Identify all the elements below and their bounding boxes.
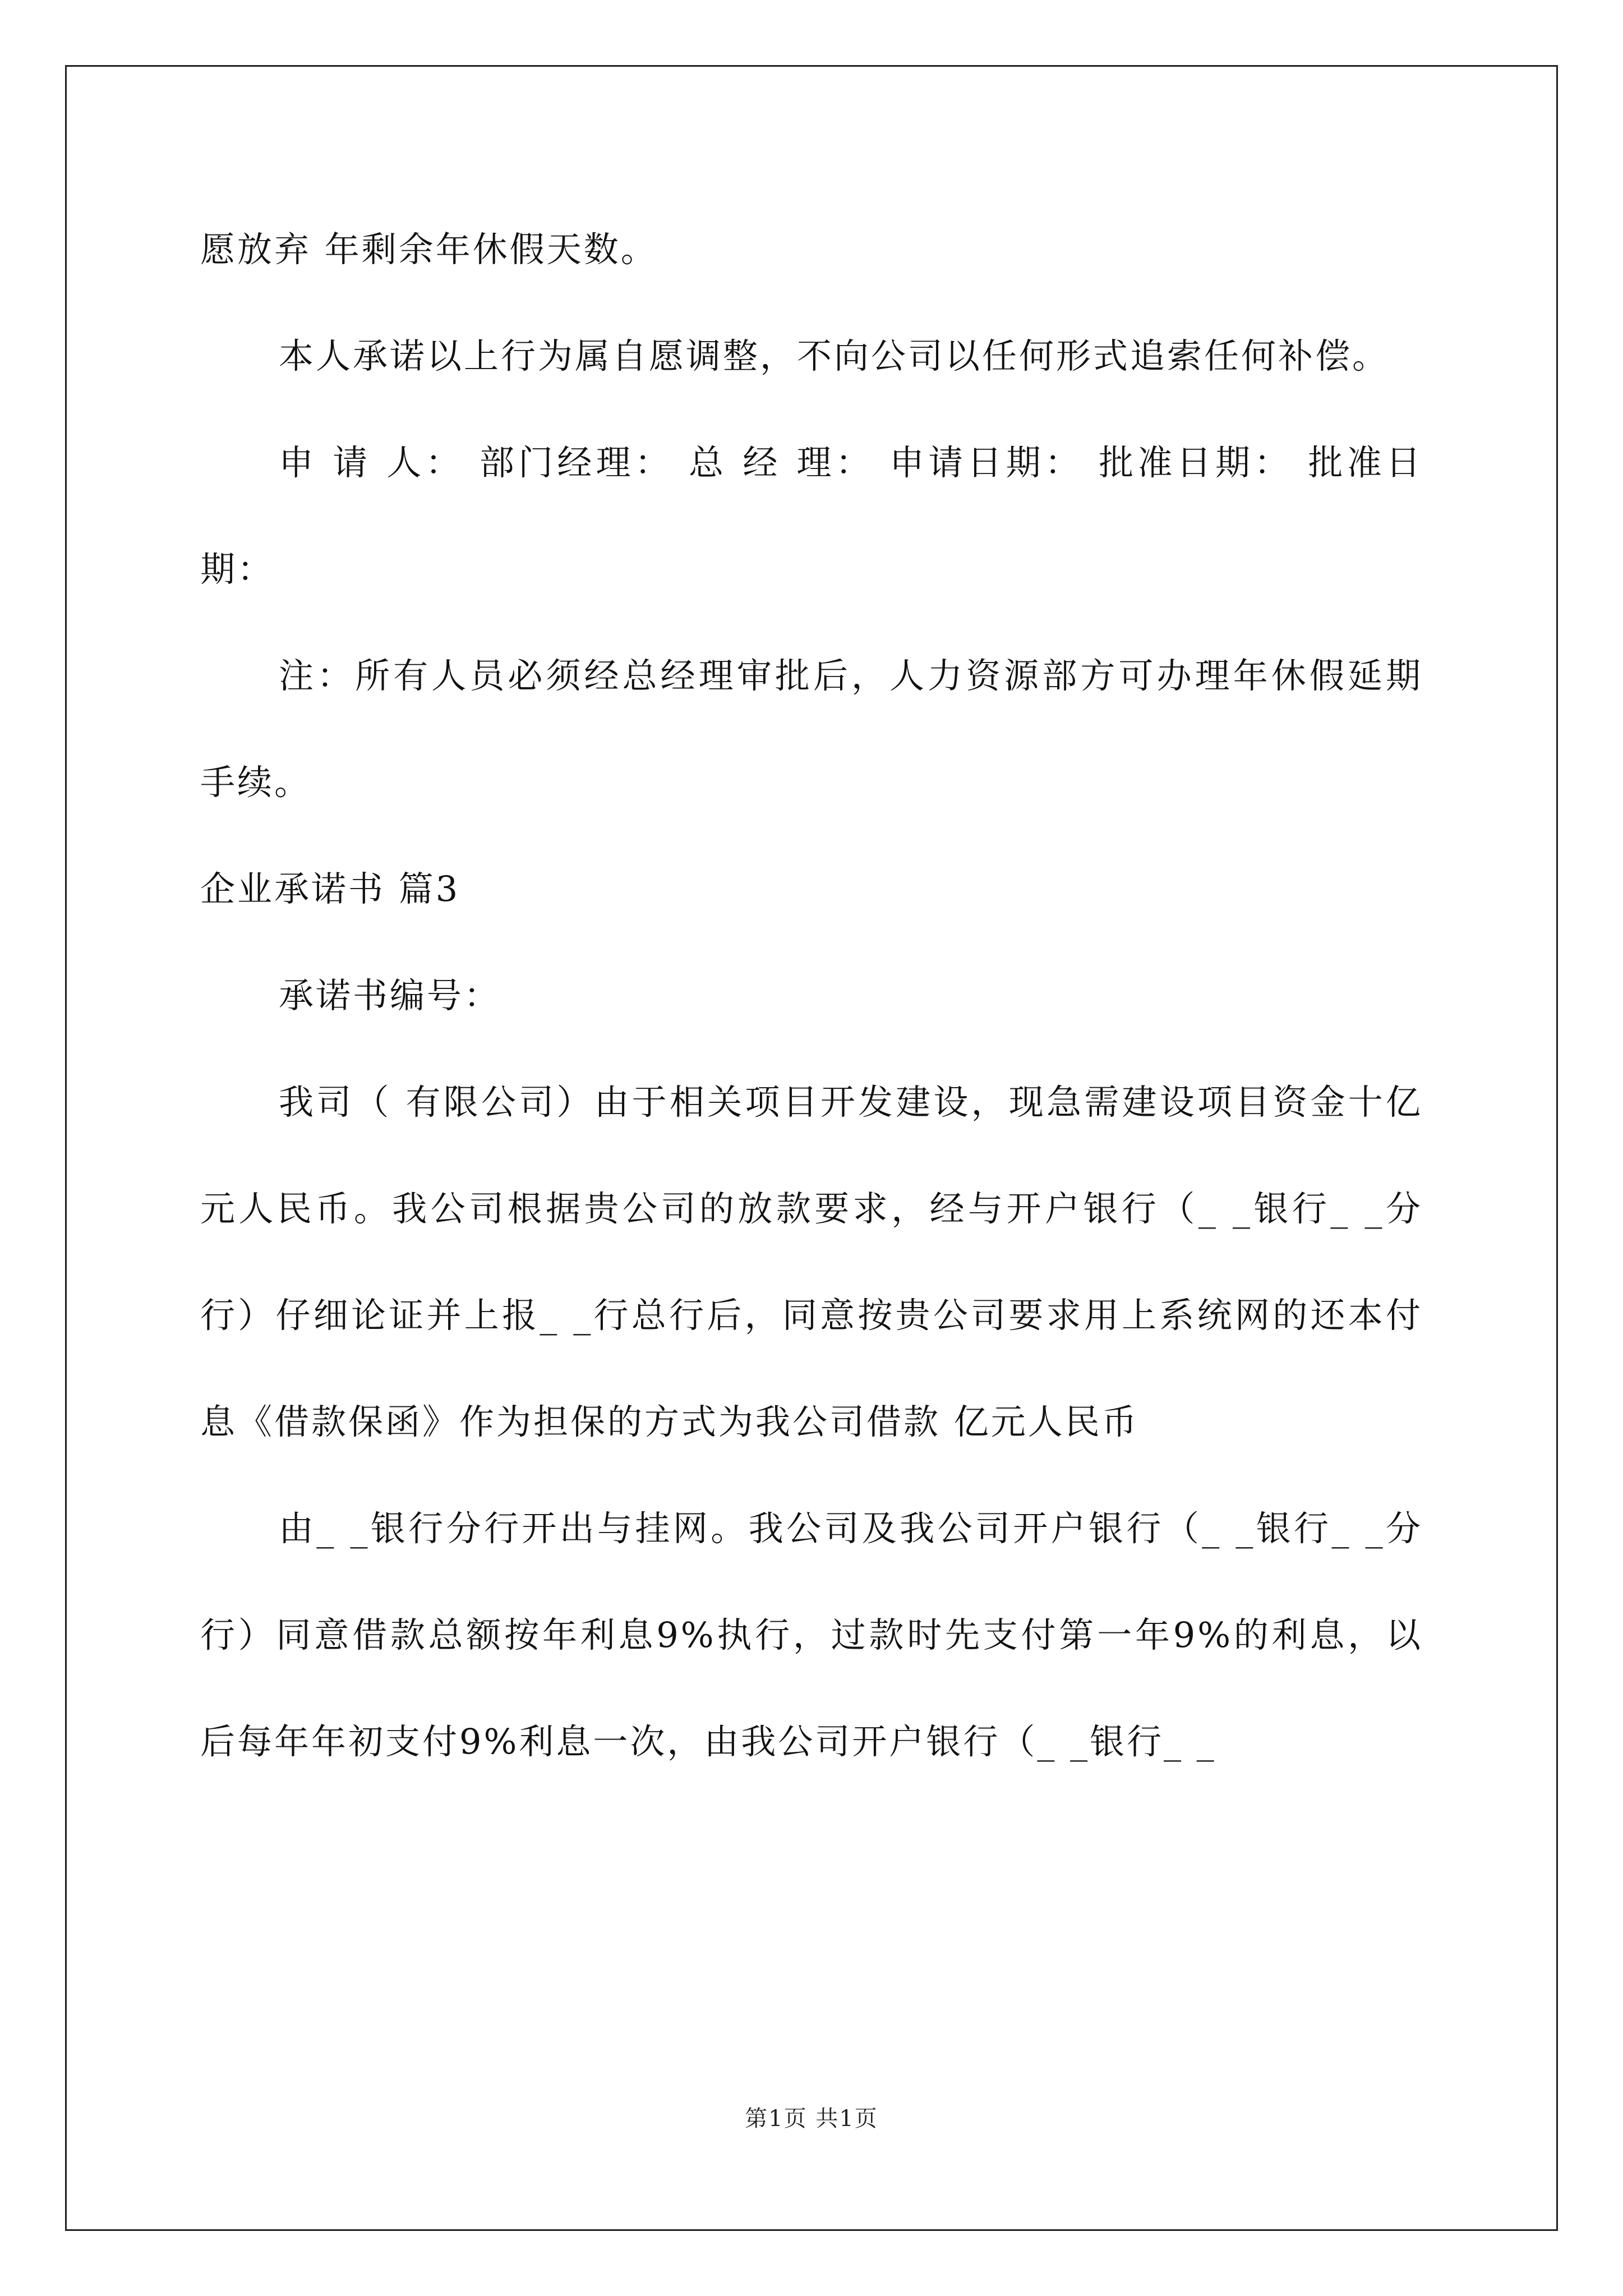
paragraph-loan-request: 我司（ 有限公司）由于相关项目开发建设，现急需建设项目资金十亿元人民币。我公司根据贵公司的放款要求，经与开户银行（_ _银行_ _分行）仔细论证并上报_ _行总行后，同意按贵公司要求用上系统网的还本付息《借款保函》作为担保的方式为我公司借款 亿元人民币 (200, 1082, 1423, 1442)
paragraph-waive-leave: 愿放弃 年剩余年休假天数。 (200, 229, 658, 270)
paragraph-interest-terms: 由_ _银行分行开出与挂网。我公司及我公司开户银行（_ _银行_ _分行）同意借款总额按年利息9%执行，过款时先支付第一年9%的利息，以后每年年初支付9%利息一次，由我公司开户银行（_ _银行_ _ (200, 1508, 1423, 1762)
paragraph-commitment: 本人承诺以上行为属自愿调整，不向公司以任何形式追索任何补偿。 (279, 335, 1390, 376)
paragraph-note: 注：所有人员必须经总经理审批后，人力资源部方可办理年休假延期手续。 (200, 655, 1423, 803)
paragraph-commitment-number: 承诺书编号： (279, 975, 501, 1016)
paragraph-signatures: 申 请 人： 部门经理： 总 经 理： 申请日期： 批准日期： 批准日期： (200, 442, 1423, 590)
page-footer: 第1页 共1页 (745, 2106, 878, 2132)
document-body (200, 196, 1423, 1795)
section-heading: 企业承诺书 篇3 (200, 868, 460, 909)
